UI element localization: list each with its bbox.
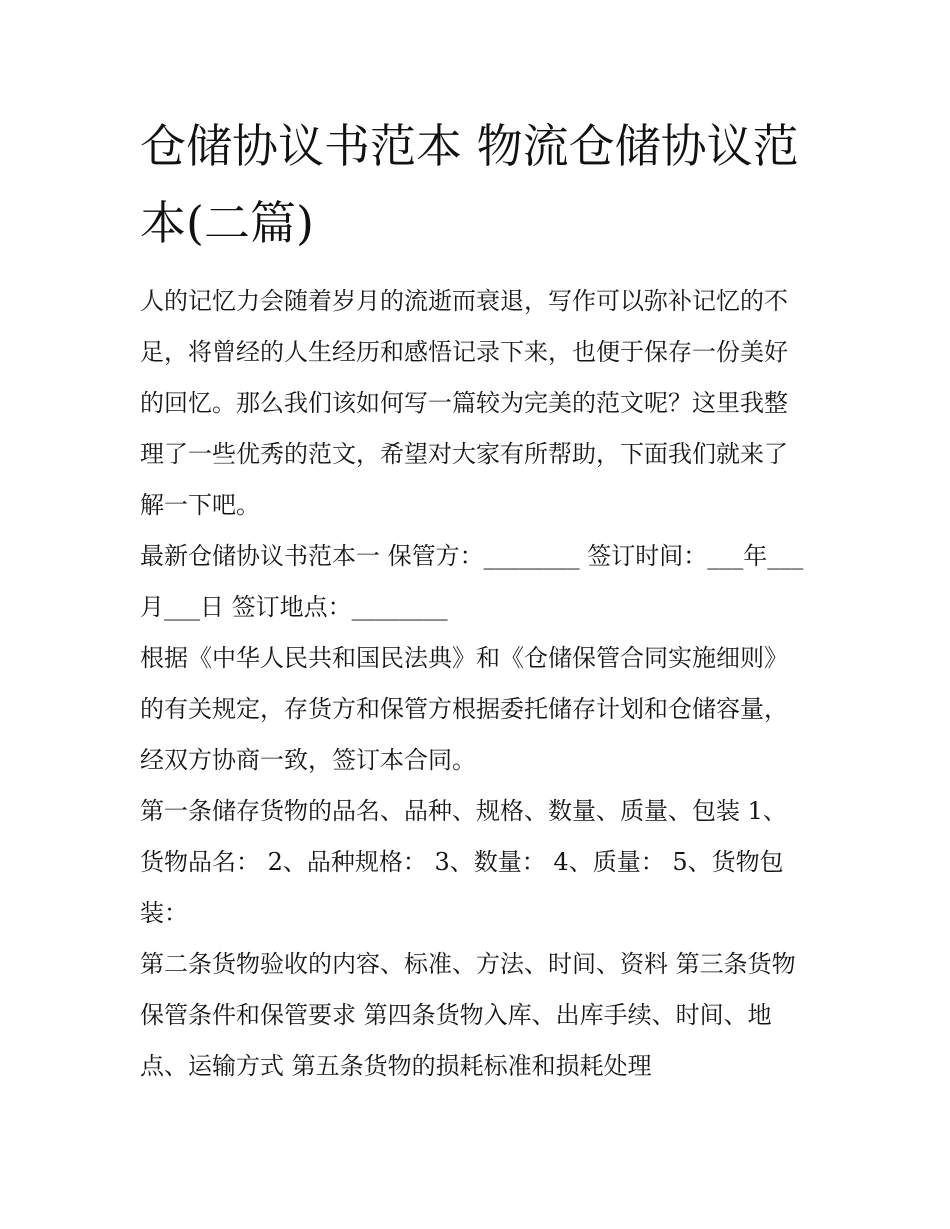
article-one-paragraph: 第一条储存货物的品名、品种、规格、数量、质量、包装 1、货物品名： 2、品种规格： 3、数量： 4、质量： 5、货物包装： xyxy=(140,797,787,927)
document-title: 仓储协议书范本 物流仓储协议范本(二篇) xyxy=(140,119,799,250)
legal-basis-paragraph: 根据《中华人民共和国民法典》和《仓储保管合同实施细则》的有关规定，存货方和保管方根据委托储存计划和仓储容量，经双方协商一致，签订本合同。 xyxy=(140,644,788,774)
intro-paragraph: 人的记忆力会随着岁月的流逝而衰退，写作可以弥补记忆的不足，将曾经的人生经历和感悟记录下来，也便于保存一份美好的回忆。那么我们该如何写一篇较为完美的范文呢？这里我整理了一些优秀的范文，希望对大家有所帮助，下面我们就来了解一下吧。 xyxy=(140,287,788,519)
agreement-header-paragraph: 最新仓储协议书范本一 保管方：________ 签订时间：___年___月___日 签订地点：________ xyxy=(140,542,804,621)
articles-two-to-five-paragraph: 第二条货物验收的内容、标准、方法、时间、资料 第三条货物保管条件和保管要求 第四条货物入库、出库手续、时间、地点、运输方式 第五条货物的损耗标准和损耗处理 xyxy=(140,950,796,1080)
